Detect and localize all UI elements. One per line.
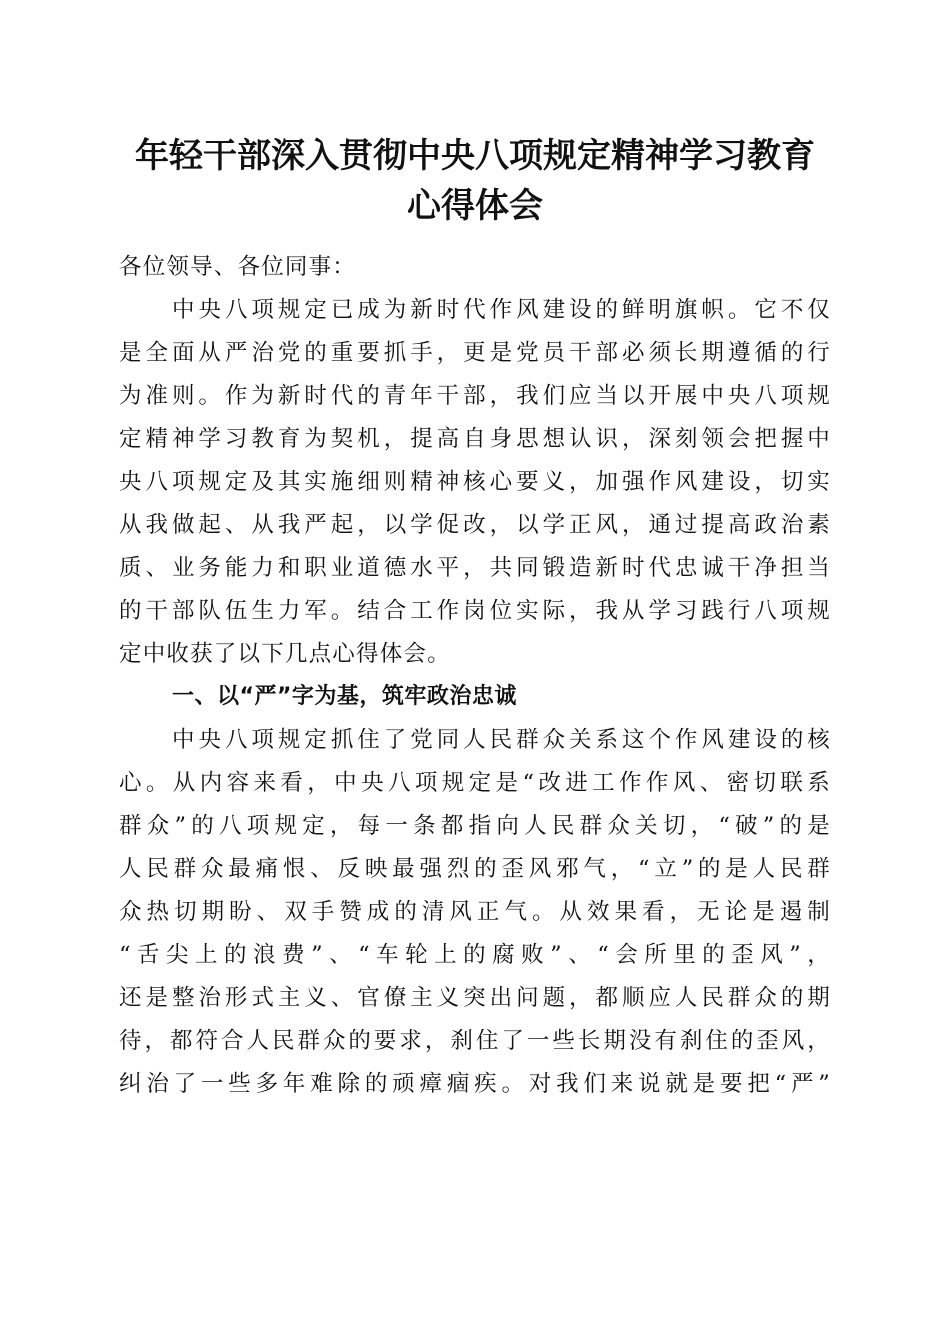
document-title-line-2: 心得体会 xyxy=(407,186,543,226)
paragraph-line: 心。从内容来看，中央八项规定是“改进工作作风、密切联系 xyxy=(119,770,831,796)
section-heading: 一、以“严”字为基，筑牢政治忠诚 xyxy=(172,684,517,709)
paragraph-line: 众热切期盼、双手赞成的清风正气。从效果看，无论是遏制 xyxy=(119,899,831,925)
paragraph-line: 质、业务能力和职业道德水平，共同锻造新时代忠诚干净担当 xyxy=(119,555,831,581)
paragraph-line: 定精神学习教育为契机，提高自身思想认识，深刻领会把握中 xyxy=(119,426,831,452)
paragraph-line: 人民群众最痛恨、反映最强烈的歪风邪气，“立”的是人民群 xyxy=(119,856,831,882)
paragraph-line: 定中收获了以下几点心得体会。 xyxy=(119,641,451,667)
paragraph-line: “舌尖上的浪费”、“车轮上的腐败”、“会所里的歪风”， xyxy=(119,942,831,968)
paragraph-line: 是全面从严治党的重要抓手，更是党员干部必须长期遵循的行 xyxy=(119,340,831,366)
paragraph-line: 纠治了一些多年难除的顽瘴痼疾。对我们来说就是要把“严” xyxy=(119,1071,831,1097)
paragraph-line: 还是整治形式主义、官僚主义突出问题，都顺应人民群众的期 xyxy=(119,985,831,1011)
paragraph-line: 为准则。作为新时代的青年干部，我们应当以开展中央八项规 xyxy=(119,383,831,409)
paragraph-line: 中央八项规定抓住了党同人民群众关系这个作风建设的核 xyxy=(172,727,831,753)
paragraph-line: 的干部队伍生力军。结合工作岗位实际，我从学习践行八项规 xyxy=(119,598,831,624)
salutation: 各位领导、各位同事： xyxy=(119,254,357,280)
paragraph-line: 中央八项规定已成为新时代作风建设的鲜明旗帜。它不仅 xyxy=(172,297,831,323)
document-title-line-1: 年轻干部深入贯彻中央八项规定精神学习教育 xyxy=(135,136,815,176)
paragraph-line: 待，都符合人民群众的要求，刹住了一些长期没有刹住的歪风， xyxy=(119,1028,831,1054)
paragraph-line: 群众”的八项规定，每一条都指向人民群众关切，“破”的是 xyxy=(119,813,831,839)
paragraph-line: 从我做起、从我严起，以学促改，以学正风，通过提高政治素 xyxy=(119,512,831,538)
paragraph-line: 央八项规定及其实施细则精神核心要义，加强作风建设，切实 xyxy=(119,469,831,495)
